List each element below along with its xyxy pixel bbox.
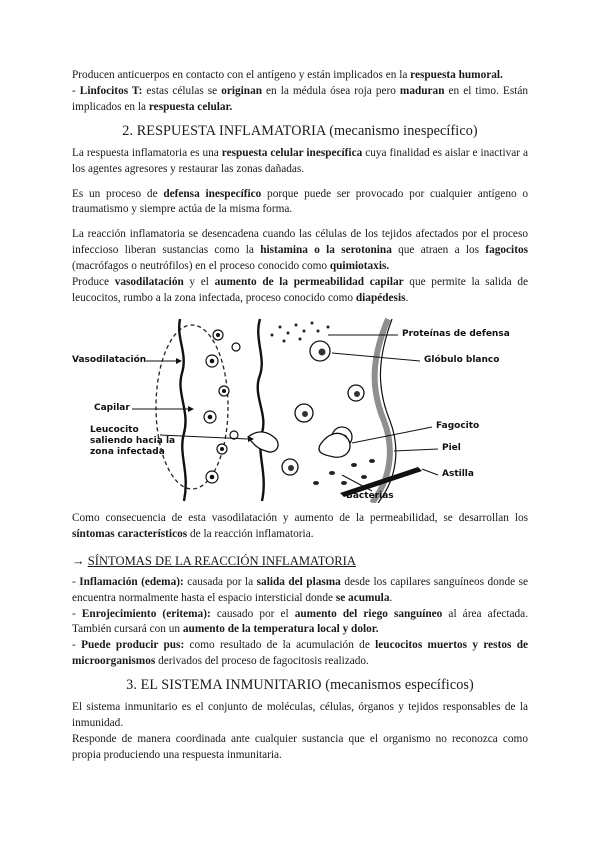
text-bold: aumento de la temperatura local y dolor. [182, 623, 379, 636]
skin-layer [372, 319, 390, 503]
text-run: al área afectada. También cursará con un [72, 607, 529, 636]
text-bold: salida del plasma [256, 575, 341, 588]
text-bold: fagocitos [485, 244, 528, 257]
text-bold: Linfocitos T: [79, 84, 143, 97]
capillary-wall-right [258, 319, 264, 501]
text-run: Es un proceso de [72, 187, 164, 200]
symptoms-title: SÍNTOMAS DE LA REACCIÓN INFLAMATORIA [87, 553, 356, 568]
section-2-paragraph-3 [72, 227, 528, 275]
section-2-heading: 2. RESPUESTA INFLAMATORIA (mecanismo inespecífico) [122, 122, 478, 139]
symptoms-heading [72, 553, 528, 569]
text-run: que atraen a los [391, 244, 486, 257]
section-3-heading: 3. EL SISTEMA INMUNITARIO (mecanismos específicos) [126, 677, 474, 694]
section-3-paragraph-1: El sistema inmunitario es el conjunto de moléculas, células, órganos y tejidos responsables de la inmunidad. [72, 701, 528, 730]
text-bold: respuesta celular. [148, 100, 233, 113]
text-run: La respuesta inflamatoria es una [72, 146, 222, 159]
text-run: porque puede ser provocado por cualquier antígeno o traumatismo y siempre actúa de la misma forma. [72, 187, 528, 216]
capillary-wall-left [179, 319, 186, 501]
inflammation-diagram [72, 317, 528, 503]
label-leucocito: Leucocito saliendo hacia la zona infectada [90, 424, 176, 457]
label-fagocito: Fagocito [436, 420, 480, 431]
text-run: Producen anticuerpos en contacto con el antígeno y están implicados en la [72, 69, 411, 81]
text-run: La reacción inflamatoria se desencadena cuando las células de los tejidos afectados por el proceso infeccioso liberan sustancias como la [72, 228, 528, 257]
text-bold: Puede producir pus: [81, 639, 185, 652]
label-bacterias: Bacterias [346, 490, 394, 501]
text-run: que permite la salida de leucocitos, rumbo a la zona infectada, proceso conocido como [72, 276, 528, 304]
text-run: - [72, 607, 82, 620]
text-bold: histamina o la serotonina [260, 244, 392, 257]
text-bold: respuesta celular inespecífica [221, 146, 363, 159]
label-capilar: Capilar [94, 402, 130, 413]
label-proteinas: Proteínas de defensa [402, 328, 510, 339]
text-run: - [72, 639, 82, 652]
text-bold: defensa inespecífico [163, 187, 262, 200]
document-page [72, 68, 528, 764]
text-run: de la reacción inflamatoria. [187, 527, 314, 540]
white-blood-cells [282, 341, 364, 475]
text-run: Produce [72, 276, 115, 289]
text-run: - [72, 575, 80, 588]
symptom-inflamacion [72, 575, 528, 607]
text-bold: vasodilatación [114, 276, 184, 289]
label-globulo: Glóbulo blanco [424, 354, 500, 365]
section-2-paragraph-2 [72, 187, 528, 219]
text-run: derivados del proceso de fagocitosis realizado. [155, 655, 369, 668]
label-astilla: Astilla [442, 468, 474, 479]
text-bold: Enrojecimiento (eritema): [81, 607, 211, 620]
text-run: causada por la [183, 575, 257, 588]
text-run: Como consecuencia de esta vasodilatación y aumento de la permeabilidad, se desarrollan los [72, 511, 528, 524]
text-run: . [389, 591, 393, 604]
leucocyte-exiting [248, 432, 278, 452]
vasodilation-outline [156, 325, 228, 489]
text-bold: maduran [399, 84, 445, 97]
text-bold: . [500, 69, 503, 81]
symptom-enrojecimiento [72, 607, 528, 639]
text-bold: síntomas característicos [72, 527, 188, 540]
text-run: en la médula ósea roja pero [262, 84, 400, 97]
text-bold: aumento de la permeabilidad capilar [214, 276, 404, 289]
section-2-paragraph-1 [72, 146, 528, 178]
text-run: cuya finalidad es aislar e inactivar a los agentes agresores y restaurar las zonas dañadas. [72, 146, 529, 175]
text-bold: diapédesis [355, 291, 406, 304]
text-run: en el timo. Están implicados en la [72, 84, 529, 113]
after-figure-paragraph [72, 511, 528, 543]
section-2-paragraph-4 [72, 275, 528, 307]
text-bold: aumento del riego sanguíneo [294, 607, 443, 620]
text-run: como resultado de la acumulación de [184, 639, 376, 652]
text-bold: quimiotaxis. [329, 260, 390, 273]
symptom-pus [72, 638, 528, 670]
leader-arrowheads [176, 358, 254, 442]
text-bold: leucocitos muertos y restos de microorganismos [72, 639, 528, 668]
text-run: y el [183, 276, 215, 289]
phagocyte [319, 433, 350, 457]
intro-humoral-paragraph [72, 68, 528, 84]
label-piel: Piel [442, 442, 461, 453]
label-vasodilatacion: Vasodilatación [72, 354, 147, 365]
text-bold: originan [221, 84, 263, 97]
section-3-paragraph-2: Responde de manera coordinada ante cualquier sustancia que el organismo no reconozca como propia produciendo una respuesta inmunitaria. [72, 732, 528, 761]
text-run: causado por el [210, 607, 295, 620]
text-bold: se acumula [335, 591, 390, 604]
arrow-icon: → [72, 553, 85, 568]
defense-proteins [271, 321, 330, 342]
text-run: desde los capilares sanguíneos donde se encuentra normalmente hasta el espacio intersticial donde [72, 575, 528, 604]
text-run: (macrófagos o neutrófilos) en el proceso conocido como [72, 260, 330, 273]
text-run: - [72, 84, 80, 97]
text-bold: respuesta humoral [410, 69, 501, 81]
intro-linfocitos-t-paragraph [72, 84, 528, 116]
blood-cells [204, 330, 240, 483]
text-run: . [405, 291, 409, 304]
text-run: estas células se [142, 84, 222, 97]
text-bold: Inflamación (edema): [79, 575, 184, 588]
